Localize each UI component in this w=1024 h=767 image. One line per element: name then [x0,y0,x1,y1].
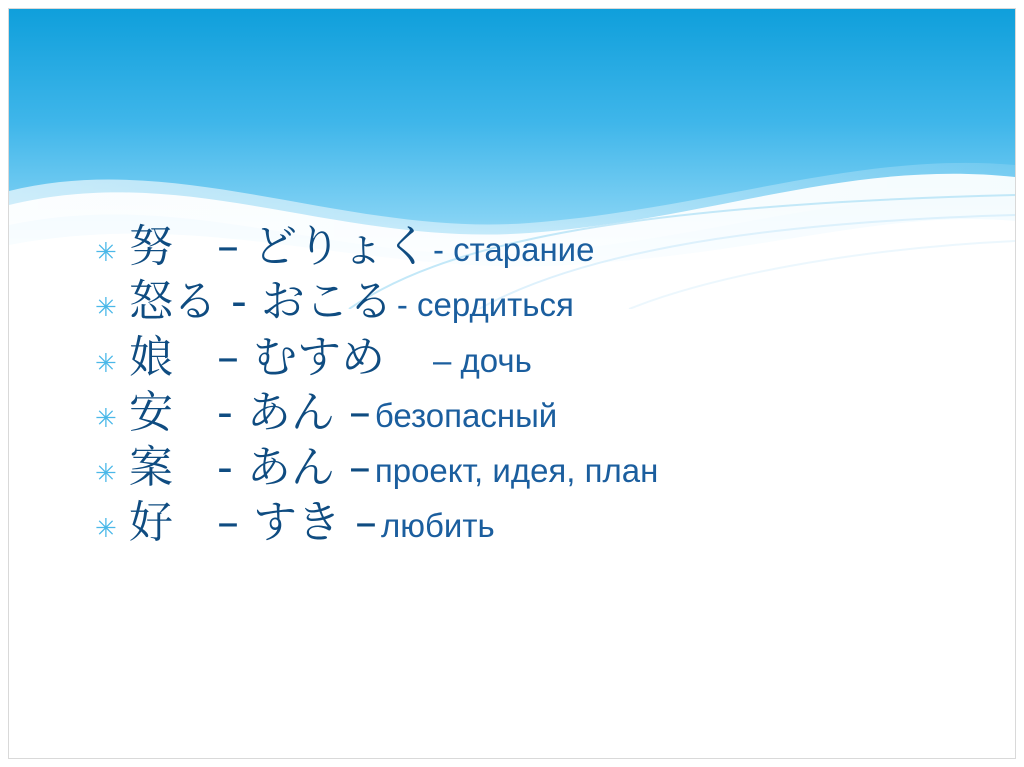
russian-translation: проект, идея, план [374,452,659,490]
vocabulary-list [95,222,975,554]
japanese-term: 案 - あん – [129,442,371,494]
japanese-term: 娘 – むすめ [129,331,429,383]
asterisk-bullet-icon: ✳ [95,237,117,267]
asterisk-bullet-icon: ✳ [95,292,117,323]
japanese-term: 安 - あん – [129,386,371,438]
list-item [95,388,975,437]
asterisk-bullet-icon: ✳ [95,402,117,433]
japanese-term: 怒る - おこる [129,276,393,328]
russian-translation: - старание [433,231,595,268]
list-item [95,333,975,382]
list-item [95,498,975,547]
asterisk-bullet-icon: ✳ [95,513,117,544]
list-item [95,443,975,492]
russian-translation: любить [380,507,495,545]
japanese-term: 好 – すき – [129,497,377,549]
list-item [95,222,975,271]
russian-translation: – дочь [433,341,532,379]
russian-translation: безопасный [374,396,558,434]
russian-translation: - сердиться [396,286,574,324]
list-item [95,277,975,326]
asterisk-bullet-icon: ✳ [95,347,117,378]
asterisk-bullet-icon: ✳ [95,458,117,489]
japanese-term: 努 – どりょく [129,221,429,272]
